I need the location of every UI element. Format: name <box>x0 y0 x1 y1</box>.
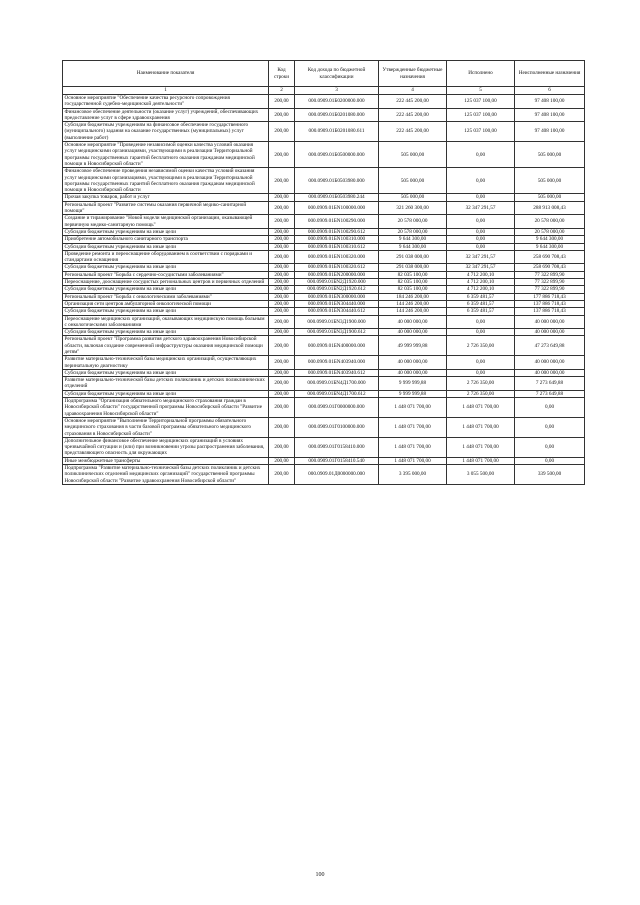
row-line-code: 200,00 <box>269 369 295 376</box>
row-name: Финансовое обеспечение деятельности (оказание услуг) учреждений, обеспечивающих предоставление услуг в сфере здравоохранения <box>63 108 269 122</box>
column-header-unexecuted: Неисполненные назначения <box>515 61 585 87</box>
row-executed: 4 712 200,10 <box>447 286 515 293</box>
row-line-code: 200,00 <box>269 390 295 397</box>
row-line-code: 200,00 <box>269 286 295 293</box>
row-approved: 184 246 200,00 <box>379 293 447 300</box>
row-line-code: 200,00 <box>269 300 295 307</box>
row-executed: 0,00 <box>447 215 515 229</box>
row-name: Подпрограмма "Развитие материально-технической базы детских поликлиник и детских поликлинических отделений медицинских организаций" государственной программы Новосибирской области "Развитие здравоохранения Новосибирской области" <box>63 465 269 485</box>
row-unexecuted: 7 273 649,88 <box>515 377 585 391</box>
row-name: Региональный проект "Развитие системы оказания первичной медико-санитарной помощи" <box>63 201 269 215</box>
row-line-code: 200,00 <box>269 228 295 235</box>
row-unexecuted: 177 886 718,43 <box>515 293 585 300</box>
table-row <box>63 398 585 418</box>
row-income-code: 000.0909.01БN304440.000 <box>295 300 379 307</box>
row-income-code: 000.0909.01Г0158410.000 <box>295 437 379 457</box>
row-unexecuted: 20 578 000,00 <box>515 215 585 229</box>
row-executed: 0,00 <box>447 315 515 329</box>
table-row <box>63 300 585 307</box>
column-number: 2 <box>269 87 295 95</box>
row-income-code: 000.0909.01Г0000000.000 <box>295 398 379 418</box>
row-line-code: 200,00 <box>269 356 295 370</box>
column-number-row <box>63 87 585 95</box>
row-name: Приобретение автомобильного санитарного транспорта <box>63 236 269 243</box>
row-income-code: 000.0909.01БN100000.000 <box>295 201 379 215</box>
row-name: Переоснащение, дооснащение сосудистых региональных центров и первичных отделений <box>63 279 269 286</box>
table-row <box>63 95 585 109</box>
table-row <box>63 228 585 235</box>
table-row <box>63 250 585 264</box>
row-approved: 1 448 071 700,00 <box>379 457 447 464</box>
table-row <box>63 293 585 300</box>
row-unexecuted: 40 000 000,00 <box>515 369 585 376</box>
row-unexecuted: 40 000 000,00 <box>515 315 585 329</box>
row-name: Финансовое обеспечение проведения независимой оценки качества условий оказания услуг медицинскими организациями, участвующими в реализации Территориальной программы государственных гарантий бесплатного оказания гражданам медицинской помощи в Новосибирской области <box>63 168 269 194</box>
row-approved: 144 246 200,00 <box>379 300 447 307</box>
row-income-code: 000.0909.01Б0201080.611 <box>295 122 379 142</box>
row-executed: 125 037 100,00 <box>447 108 515 122</box>
row-approved: 40 000 000,00 <box>379 356 447 370</box>
row-approved: 222 445 200,00 <box>379 108 447 122</box>
row-line-code: 200,00 <box>269 377 295 391</box>
table-body <box>63 95 585 485</box>
row-name: Переоснащение медицинских организаций, оказывающих медицинскую помощь больным с онкологическими заболеваниями <box>63 315 269 329</box>
row-executed: 6 359 481,57 <box>447 293 515 300</box>
row-unexecuted: 7 273 649,88 <box>515 390 585 397</box>
row-executed: 0,00 <box>447 228 515 235</box>
row-line-code: 200,00 <box>269 279 295 286</box>
row-executed: 4 712 200,10 <box>447 279 515 286</box>
table-row <box>63 236 585 243</box>
budget-table-container <box>62 60 584 485</box>
row-approved: 3 395 000,00 <box>379 465 447 485</box>
table-row <box>63 243 585 250</box>
row-name: Субсидии бюджетным учреждениям на иные цели <box>63 308 269 315</box>
row-income-code: 000.0909.01БN400000.000 <box>295 336 379 356</box>
table-row <box>63 336 585 356</box>
row-line-code: 200,00 <box>269 243 295 250</box>
row-name: Развитие материально-технической базы детских поликлиник и детских поликлинических отделений <box>63 377 269 391</box>
table-row <box>63 377 585 391</box>
row-name: Проведение ремонта и переоснащение оборудованием в соответствии с порядками и стандартами оснащения <box>63 250 269 264</box>
row-name: Субсидии бюджетным учреждениям на иные цели <box>63 228 269 235</box>
row-approved: 40 000 000,00 <box>379 329 447 336</box>
table-row <box>63 194 585 201</box>
table-row <box>63 390 585 397</box>
row-line-code: 200,00 <box>269 417 295 437</box>
row-unexecuted: 505 000,00 <box>515 168 585 194</box>
row-approved: 505 000,00 <box>379 168 447 194</box>
row-name: Иные межбюджетные трансферты <box>63 457 269 464</box>
row-income-code: 000.0909.01БN200000.000 <box>295 271 379 278</box>
row-unexecuted: 40 000 000,00 <box>515 356 585 370</box>
row-executed: 1 448 071 700,00 <box>447 398 515 418</box>
row-approved: 222 445 200,00 <box>379 95 447 109</box>
row-executed: 6 359 481,57 <box>447 300 515 307</box>
column-header-executed: Исполнено <box>447 61 515 87</box>
column-number: 1 <box>63 87 269 95</box>
row-approved: 144 246 200,00 <box>379 308 447 315</box>
row-unexecuted: 77 322 899,90 <box>515 271 585 278</box>
row-line-code: 200,00 <box>269 142 295 168</box>
row-approved: 1 448 071 700,00 <box>379 417 447 437</box>
row-executed: 125 037 100,00 <box>447 95 515 109</box>
row-executed: 125 037 100,00 <box>447 122 515 142</box>
table-row <box>63 201 585 215</box>
row-name: Субсидии бюджетным учреждениям на иные цели <box>63 286 269 293</box>
row-approved: 9 999 999,88 <box>379 377 447 391</box>
row-name: Организация сети центров амбулаторной онкологической помощи <box>63 300 269 307</box>
row-unexecuted: 97 408 100,00 <box>515 108 585 122</box>
table-row <box>63 457 585 464</box>
row-executed: 32 347 291,57 <box>447 264 515 271</box>
row-executed: 6 359 481,57 <box>447 308 515 315</box>
row-name: Субсидии бюджетным учреждениям на финансовое обеспечение государственного (муниципального) задания на оказание государственных (муниципальных) услуг (выполнение работ) <box>63 122 269 142</box>
row-approved: 82 035 100,00 <box>379 279 447 286</box>
row-unexecuted: 40 000 000,00 <box>515 329 585 336</box>
row-executed: 0,00 <box>447 194 515 201</box>
row-approved: 82 035 100,00 <box>379 286 447 293</box>
table-row <box>63 168 585 194</box>
row-line-code: 200,00 <box>269 250 295 264</box>
row-unexecuted: 505 000,00 <box>515 142 585 168</box>
column-number: 4 <box>379 87 447 95</box>
row-line-code: 200,00 <box>269 293 295 300</box>
row-approved: 20 578 000,00 <box>379 228 447 235</box>
row-income-code: 000.0909.01БN403940.000 <box>295 356 379 370</box>
row-income-code: 000.0909.01БN2Д1920.612 <box>295 286 379 293</box>
row-executed: 0,00 <box>447 236 515 243</box>
row-approved: 291 038 000,00 <box>379 264 447 271</box>
row-executed: 32 347 291,57 <box>447 250 515 264</box>
header-row <box>63 61 585 87</box>
row-income-code: 000.0909.01БN4Д1700.000 <box>295 377 379 391</box>
table-row <box>63 122 585 142</box>
row-unexecuted: 9 644 300,00 <box>515 236 585 243</box>
row-executed: 1 448 071 700,00 <box>447 437 515 457</box>
table-row <box>63 108 585 122</box>
row-income-code: 000.0909.01БN300000.000 <box>295 293 379 300</box>
row-approved: 40 000 000,00 <box>379 315 447 329</box>
row-executed: 32 347 291,57 <box>447 201 515 215</box>
row-income-code: 000.0909.01БN100310.612 <box>295 243 379 250</box>
row-name: Основное мероприятие "Выполнение Территориальной программы обязательного медицинского страхования в части базовой программы обязательного медицинского страхования в Новосибирской области" <box>63 417 269 437</box>
row-approved: 40 000 000,00 <box>379 369 447 376</box>
row-name: Прочая закупка товаров, работ и услуг <box>63 194 269 201</box>
row-line-code: 200,00 <box>269 398 295 418</box>
row-income-code: 000.0909.01БN403940.612 <box>295 369 379 376</box>
row-approved: 9 644 300,00 <box>379 243 447 250</box>
row-line-code: 200,00 <box>269 122 295 142</box>
row-name: Развитие материально-технической базы медицинских организаций, осуществляющих перинатальную диагностику <box>63 356 269 370</box>
row-income-code: 000.0909.01БN100310.000 <box>295 236 379 243</box>
row-executed: 0,00 <box>447 356 515 370</box>
row-name: Субсидии бюджетным учреждениям на иные цели <box>63 264 269 271</box>
row-approved: 505 000,00 <box>379 194 447 201</box>
row-executed: 2 726 350,00 <box>447 390 515 397</box>
row-income-code: 000.0909.01БN100290.000 <box>295 215 379 229</box>
row-unexecuted: 9 644 300,00 <box>515 243 585 250</box>
table-row <box>63 286 585 293</box>
row-unexecuted: 258 690 708,43 <box>515 250 585 264</box>
row-approved: 1 448 071 700,00 <box>379 437 447 457</box>
page-number: 100 <box>315 872 325 878</box>
row-line-code: 200,00 <box>269 95 295 109</box>
row-unexecuted: 0,00 <box>515 457 585 464</box>
row-unexecuted: 77 322 899,90 <box>515 286 585 293</box>
row-name: Основное мероприятие "Обеспечение качества ресурсного сопровождения государственной судебно-медицинской деятельности" <box>63 95 269 109</box>
row-unexecuted: 505 000,00 <box>515 194 585 201</box>
row-unexecuted: 339 500,00 <box>515 465 585 485</box>
row-income-code: 000.0909.01БN3Д1900.000 <box>295 315 379 329</box>
row-approved: 9 999 999,88 <box>379 390 447 397</box>
row-unexecuted: 0,00 <box>515 417 585 437</box>
row-income-code: 000.0909.01Б0500000.000 <box>295 142 379 168</box>
row-income-code: 000.0909.01Б0201080.000 <box>295 108 379 122</box>
row-name: Субсидии бюджетным учреждениям на иные цели <box>63 243 269 250</box>
row-executed: 0,00 <box>447 329 515 336</box>
table-row <box>63 369 585 376</box>
row-line-code: 200,00 <box>269 271 295 278</box>
table-row <box>63 215 585 229</box>
row-line-code: 200,00 <box>269 465 295 485</box>
row-unexecuted: 137 886 718,43 <box>515 308 585 315</box>
row-line-code: 200,00 <box>269 329 295 336</box>
row-name: Субсидии бюджетным учреждениям на иные цели <box>63 329 269 336</box>
table-row <box>63 279 585 286</box>
row-approved: 222 445 200,00 <box>379 122 447 142</box>
row-approved: 82 035 100,00 <box>379 271 447 278</box>
row-line-code: 200,00 <box>269 194 295 201</box>
column-header-name: Наименование показателя <box>63 61 269 87</box>
row-executed: 1 448 071 700,00 <box>447 417 515 437</box>
row-executed: 0,00 <box>447 142 515 168</box>
table-row <box>63 264 585 271</box>
row-unexecuted: 47 273 649,88 <box>515 336 585 356</box>
row-unexecuted: 288 913 008,43 <box>515 201 585 215</box>
table-row <box>63 142 585 168</box>
row-line-code: 200,00 <box>269 457 295 464</box>
row-approved: 49 999 999,88 <box>379 336 447 356</box>
row-unexecuted: 20 578 000,00 <box>515 228 585 235</box>
table-row <box>63 437 585 457</box>
row-name: Основное мероприятие "Проведение независимой оценки качества условий оказания услуг медицинскими организациями, участвующими в реализации Территориальной программы государственных гарантий бесплатного оказания гражданам медицинской помощи в Новосибирской области" <box>63 142 269 168</box>
row-executed: 0,00 <box>447 369 515 376</box>
row-name: Региональный проект "Борьба с онкологическими заболеваниями" <box>63 293 269 300</box>
row-executed: 2 726 350,00 <box>447 336 515 356</box>
row-income-code: 000.0909.01Д0000000.000 <box>295 465 379 485</box>
row-executed: 1 448 071 700,00 <box>447 457 515 464</box>
row-line-code: 200,00 <box>269 108 295 122</box>
row-name: Региональный проект "Борьба с сердечно-сосудистыми заболеваниями" <box>63 271 269 278</box>
column-header-line-code: Код строки <box>269 61 295 87</box>
row-name: Подпрограмма "Организация обязательного медицинского страхования граждан в Новосибирской области" государственной программы Новосибирской области "Развитие здравоохранения Новосибирской области" <box>63 398 269 418</box>
row-income-code: 000.0909.01БN100290.612 <box>295 228 379 235</box>
row-line-code: 200,00 <box>269 315 295 329</box>
row-income-code: 000.0909.01БN100320.000 <box>295 250 379 264</box>
row-executed: 3 055 500,00 <box>447 465 515 485</box>
table-row <box>63 271 585 278</box>
row-approved: 20 578 000,00 <box>379 215 447 229</box>
column-header-income-code: Код дохода по бюджетной классификации <box>295 61 379 87</box>
row-line-code: 200,00 <box>269 201 295 215</box>
table-row <box>63 315 585 329</box>
table-row <box>63 417 585 437</box>
row-approved: 9 644 300,00 <box>379 236 447 243</box>
row-name: Создание и тиражирование "Новой модели медицинской организации, оказывающей первичную медико-санитарную помощь" <box>63 215 269 229</box>
column-header-approved: Утвержденные бюджетные назначения <box>379 61 447 87</box>
row-line-code: 200,00 <box>269 437 295 457</box>
row-approved: 1 448 071 700,00 <box>379 398 447 418</box>
row-income-code: 000.0909.01Б0503980.000 <box>295 168 379 194</box>
row-income-code: 000.0909.01Б0200000.000 <box>295 95 379 109</box>
row-unexecuted: 258 690 708,43 <box>515 264 585 271</box>
column-number: 3 <box>295 87 379 95</box>
row-executed: 4 712 200,10 <box>447 271 515 278</box>
row-income-code: 000.0909.01Г0100000.000 <box>295 417 379 437</box>
row-name: Региональный проект "Программа развития детского здравоохранения Новосибирской области, включая создание современной инфраструктуры оказания медицинской помощи детям" <box>63 336 269 356</box>
row-line-code: 200,00 <box>269 168 295 194</box>
row-unexecuted: 77 322 899,90 <box>515 279 585 286</box>
row-executed: 2 726 350,00 <box>447 377 515 391</box>
row-line-code: 200,00 <box>269 215 295 229</box>
column-number: 5 <box>447 87 515 95</box>
row-income-code: 000.0909.01БN4Д1700.612 <box>295 390 379 397</box>
row-approved: 321 260 300,00 <box>379 201 447 215</box>
row-unexecuted: 97 408 100,00 <box>515 122 585 142</box>
row-executed: 0,00 <box>447 243 515 250</box>
table-row <box>63 465 585 485</box>
row-income-code: 000.0909.01Б0503980.244 <box>295 194 379 201</box>
row-unexecuted: 0,00 <box>515 437 585 457</box>
row-line-code: 200,00 <box>269 308 295 315</box>
table-row <box>63 308 585 315</box>
row-approved: 505 000,00 <box>379 142 447 168</box>
column-number: 6 <box>515 87 585 95</box>
row-name: Дополнительное финансовое обеспечение медицинских организаций в условиях чрезвычайной ситуации и (или) при возникновении угрозы распространения заболевания, представляющего опасность для окружающих <box>63 437 269 457</box>
row-income-code: 000.0909.01БN100320.612 <box>295 264 379 271</box>
row-unexecuted: 137 886 718,43 <box>515 300 585 307</box>
table-row <box>63 329 585 336</box>
row-income-code: 000.0909.01БN3Д1900.612 <box>295 329 379 336</box>
table-row <box>63 356 585 370</box>
row-income-code: 000.0909.01Г0158410.540 <box>295 457 379 464</box>
row-unexecuted: 0,00 <box>515 398 585 418</box>
row-line-code: 200,00 <box>269 264 295 271</box>
row-name: Субсидии бюджетным учреждениям на иные цели <box>63 390 269 397</box>
row-approved: 291 038 000,00 <box>379 250 447 264</box>
row-executed: 0,00 <box>447 168 515 194</box>
row-income-code: 000.0909.01БN304440.612 <box>295 308 379 315</box>
budget-execution-table <box>62 60 585 485</box>
row-line-code: 200,00 <box>269 336 295 356</box>
row-income-code: 000.0909.01БN2Д1920.000 <box>295 279 379 286</box>
row-unexecuted: 97 408 100,00 <box>515 95 585 109</box>
row-line-code: 200,00 <box>269 236 295 243</box>
row-name: Субсидии бюджетным учреждениям на иные цели <box>63 369 269 376</box>
